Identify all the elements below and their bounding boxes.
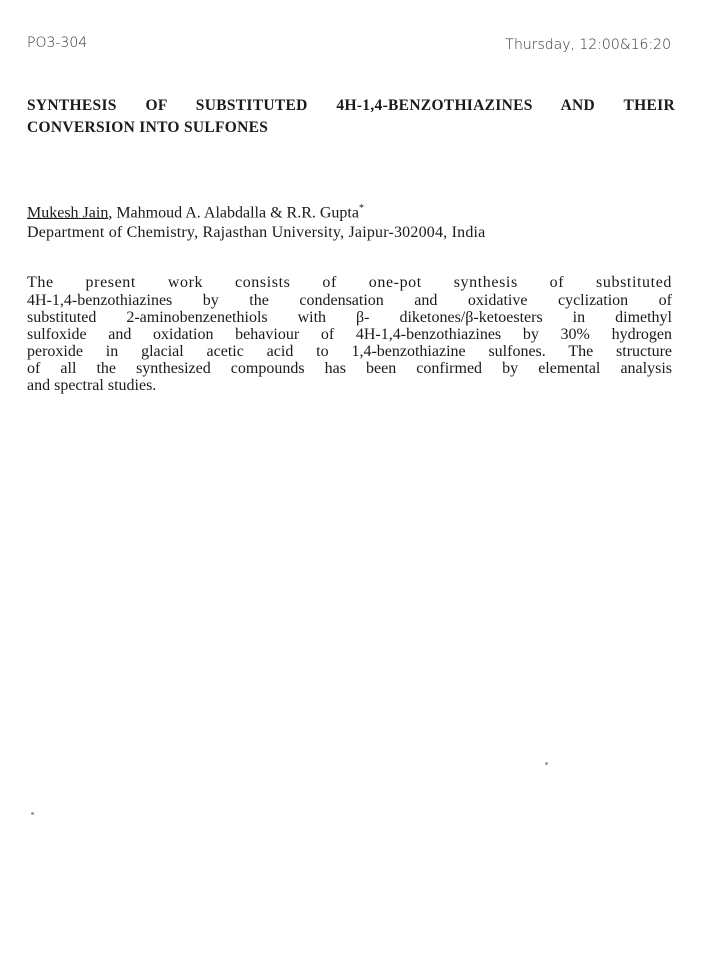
abstract-line: of all the synthesized compounds has been confirmed by elemental analysis: [27, 360, 672, 377]
co-authors: , Mahmoud A. Alabdalla & R.R. Gupta: [108, 204, 359, 222]
abstract-line: substituted 2-aminobenzenethiols with β- diketones/β-ketoesters in dimethyl: [27, 309, 672, 326]
scan-speck: [31, 812, 34, 815]
abstract-line: sulfoxide and oxidation behaviour of 4H-1,4-benzothiazines by 30% hydrogen: [27, 326, 672, 343]
abstract-line: and spectral studies.: [27, 377, 157, 394]
title-line-1: SYNTHESIS OF SUBSTITUTED 4H-1,4-BENZOTHIAZINES AND THEIR: [27, 97, 675, 114]
session-time: Thursday, 12:00&16:20: [505, 37, 671, 53]
authors: [27, 203, 364, 222]
affiliation: Department of Chemistry, Rajasthan University, Jaipur-302004, India: [27, 224, 486, 241]
abstract-line: peroxide in glacial acetic acid to 1,4-benzothiazine sulfones. The structure: [27, 343, 672, 360]
corresponding-mark: *: [358, 203, 364, 214]
abstract-line: The present work consists of one-pot synthesis of substituted: [27, 274, 672, 291]
abstract-code: PO3-304: [27, 35, 88, 51]
scan-speck: [545, 762, 548, 765]
abstract-line: 4H-1,4-benzothiazines by the condensation and oxidative cyclization of: [27, 292, 672, 309]
presenting-author: Mukesh Jain: [27, 204, 109, 222]
title-line-2: CONVERSION INTO SULFONES: [27, 119, 269, 136]
